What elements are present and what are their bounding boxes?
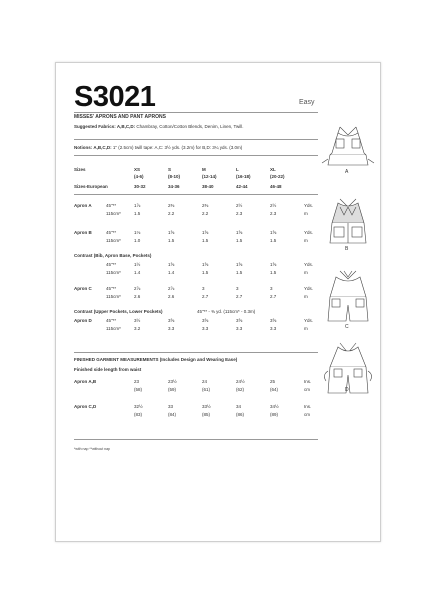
size-header: S (168, 167, 172, 172)
contrast-c-label: Contrast (Upper Pockets, Lower Pockets) (74, 309, 163, 314)
fabric-width: 45"** (106, 318, 117, 323)
yardage-value: 3 (236, 286, 239, 291)
yardage-value: 2.6 (168, 294, 175, 299)
yardage-value: 1⅝ (202, 262, 209, 267)
notions-rule (74, 155, 318, 156)
apron-c-drawing (328, 271, 368, 321)
fgm-value: (62) (236, 387, 245, 392)
yardage-value: 3 (202, 286, 205, 291)
figure-label-c: C (345, 324, 349, 330)
yardage-unit: Yds. (304, 286, 314, 291)
yardage-value: 3.3 (236, 326, 243, 331)
yardage-unit: m (304, 211, 308, 216)
yardage-value: 3⅝ (236, 318, 243, 323)
yardage-value: 2.7 (270, 294, 277, 299)
yardage-row-label: Apron C (74, 286, 92, 291)
yardage-value: 1⅝ (202, 230, 209, 235)
yardage-value: 1⅝ (168, 230, 175, 235)
fgm-title: FINISHED GARMENT MEASUREMENTS (Includes Design and Wearing Ease) (74, 357, 238, 362)
fabric-width: 45"** (106, 203, 117, 208)
fgm-value: 32½ (134, 404, 143, 409)
fgm-value: 24½ (236, 379, 245, 384)
sizes-rule (74, 194, 318, 195)
size-header: XS (134, 167, 141, 172)
fgm-rule (74, 439, 318, 440)
size-european: 46-48 (270, 184, 282, 189)
fgm-value: 34 (236, 404, 242, 409)
fgm-value: (85) (202, 412, 211, 417)
fabric-width: 45"** (106, 230, 117, 235)
yardage-value: 1⅝ (236, 262, 243, 267)
contrast-c-values: 45"** - ⅜ yd. (115cm* - 0.3m) (197, 309, 256, 314)
fgm-value: (84) (168, 412, 177, 417)
size-european: 30-32 (134, 184, 146, 189)
sizes-european-label: Sizes-European (74, 184, 108, 189)
size-european: 34-36 (168, 184, 180, 189)
fgm-unit: cm (304, 412, 310, 417)
yardage-value: 2½ (236, 203, 243, 208)
notions-text: 1" (2.5cm) twill tape: A,C: 3½ yds. (3.2m) for B,D: 3¼ yds. (3.0m) (112, 145, 243, 150)
yardage-value: 1.5 (236, 238, 243, 243)
fgm-value: 33 (168, 404, 174, 409)
notions-label: Notions: A,B,C,D: (74, 145, 112, 150)
yardage-unit: Yds. (304, 230, 314, 235)
yardage-unit: Yds. (304, 203, 314, 208)
yardage-value: 3⅝ (202, 318, 209, 323)
yardage-unit: Yds. (304, 262, 314, 267)
fabrics-rule (74, 139, 318, 140)
yardage-value: 1.5 (168, 238, 175, 243)
yardage-value: 1½ (134, 262, 141, 267)
figure-label-a: A (345, 169, 349, 175)
yardage-value: 1.5 (270, 238, 277, 243)
fabric-width: 45"** (106, 286, 117, 291)
garment-illustrations (318, 125, 378, 395)
yardage-value: 1.5 (236, 270, 243, 275)
yardage-value: 1⅝ (270, 230, 277, 235)
difficulty-level: Easy (299, 99, 315, 106)
fgm-value: 23 (134, 379, 140, 384)
fgm-value: (59) (168, 387, 177, 392)
yardage-value: 2.7 (202, 294, 209, 299)
fgm-value: 33½ (202, 404, 211, 409)
sizes-label: Sizes (74, 167, 86, 172)
yardage-value: 1⅝ (168, 262, 175, 267)
fabric-width: 115cm* (106, 326, 121, 331)
yardage-value: 1.5 (202, 238, 209, 243)
fgm-value: (58) (134, 387, 143, 392)
yardage-value: 2⅜ (202, 203, 209, 208)
pattern-sheet (55, 62, 381, 542)
size-range: (12-14) (202, 174, 217, 179)
yardage-value: 2⅞ (168, 286, 175, 291)
suggested-fabrics (74, 124, 244, 129)
yardage-value: 2.2 (168, 211, 175, 216)
yardage-row-label: Apron B (74, 230, 92, 235)
yardage-value: 2⅜ (168, 203, 175, 208)
yardage-row-label: Apron D (74, 318, 92, 323)
fgm-value: 24 (202, 379, 208, 384)
fgm-row-label: Apron A,B (74, 379, 97, 384)
figure-label-b: B (345, 246, 349, 252)
contrast-b-label: Contrast (Bib, Apron Base, Pockets) (74, 253, 152, 258)
yardage-value: 1.4 (134, 270, 141, 275)
fgm-value: 25 (270, 379, 276, 384)
yardage-value: 2.6 (134, 294, 141, 299)
fgm-value: (83) (134, 412, 143, 417)
yardage-unit: m (304, 326, 308, 331)
yardage-value: 1⅝ (236, 230, 243, 235)
apron-a-drawing (322, 127, 374, 165)
yardage-value: 1⅝ (270, 262, 277, 267)
figure-label-d: D (345, 387, 349, 393)
size-european: 38-40 (202, 184, 214, 189)
fgm-value: (61) (202, 387, 211, 392)
fabrics-text: Chambray, Cotton/Cotton Blends, Denim, Linen, Twill. (136, 124, 244, 129)
yardage-unit: Yds. (304, 318, 314, 323)
title-rule (74, 112, 318, 113)
yardage-value: 2.7 (236, 294, 243, 299)
yardage-value: 3.2 (134, 326, 141, 331)
yardage-value: 3.3 (270, 326, 277, 331)
fgm-value: (86) (236, 412, 245, 417)
yardage-value: 3.3 (168, 326, 175, 331)
footnote: *with nap **without nap (74, 447, 110, 451)
size-range: (8-10) (168, 174, 181, 179)
fabric-width: 115cm* (106, 238, 121, 243)
yardage-row-label: Apron A (74, 203, 92, 208)
yardage-value: 3½ (134, 318, 141, 323)
fabric-width: 115cm* (106, 294, 121, 299)
size-header: XL (270, 167, 276, 172)
size-range: (20-22) (270, 174, 285, 179)
pattern-code: S3021 (74, 81, 156, 113)
yardage-value: 1.5 (202, 270, 209, 275)
yardage-value: 3⅝ (168, 318, 175, 323)
yardage-value: 3⅝ (270, 318, 277, 323)
fgm-unit: cm (304, 387, 310, 392)
fabric-width: 115cm* (106, 270, 121, 275)
notions (74, 145, 242, 150)
fabric-width: 115cm* (106, 211, 121, 216)
apron-d-drawing (324, 343, 371, 393)
apron-line-drawings (318, 125, 378, 395)
fgm-value: 34½ (270, 404, 279, 409)
fabric-width: 45"** (106, 262, 117, 267)
yardage-value: 1.5 (270, 270, 277, 275)
yardage-value: 1.5 (134, 211, 141, 216)
yardage-rule (74, 352, 318, 353)
fgm-value: (89) (270, 412, 279, 417)
fgm-row-label: Apron C,D (74, 404, 97, 409)
fabrics-label: Suggested Fabrics: A,B,C,D: (74, 124, 136, 129)
fgm-unit: Ins. (304, 379, 312, 384)
yardage-value: 3.3 (202, 326, 209, 331)
yardage-value: 1.4 (168, 270, 175, 275)
size-european: 42-44 (236, 184, 248, 189)
fsl-title: Finished side length from waist (74, 367, 142, 372)
yardage-value: 1.0 (134, 238, 141, 243)
yardage-unit: m (304, 238, 308, 243)
fgm-value: 23½ (168, 379, 177, 384)
fgm-unit: Ins. (304, 404, 312, 409)
apron-b-drawing (330, 199, 366, 243)
yardage-unit: m (304, 294, 308, 299)
yardage-value: 1⅞ (134, 203, 141, 208)
yardage-value: 2.2 (202, 211, 209, 216)
pattern-subtitle: MISSES' APRONS AND PANT APRONS (74, 114, 166, 120)
size-range: (4-6) (134, 174, 144, 179)
yardage-value: 2⅞ (134, 286, 141, 291)
yardage-value: 2.3 (270, 211, 277, 216)
size-range: (16-18) (236, 174, 251, 179)
yardage-value: 2.3 (236, 211, 243, 216)
fgm-value: (64) (270, 387, 279, 392)
yardage-value: 1⅛ (134, 230, 141, 235)
size-header: L (236, 167, 239, 172)
size-header: M (202, 167, 206, 172)
yardage-value: 3 (270, 286, 273, 291)
yardage-unit: m (304, 270, 308, 275)
yardage-value: 2½ (270, 203, 277, 208)
